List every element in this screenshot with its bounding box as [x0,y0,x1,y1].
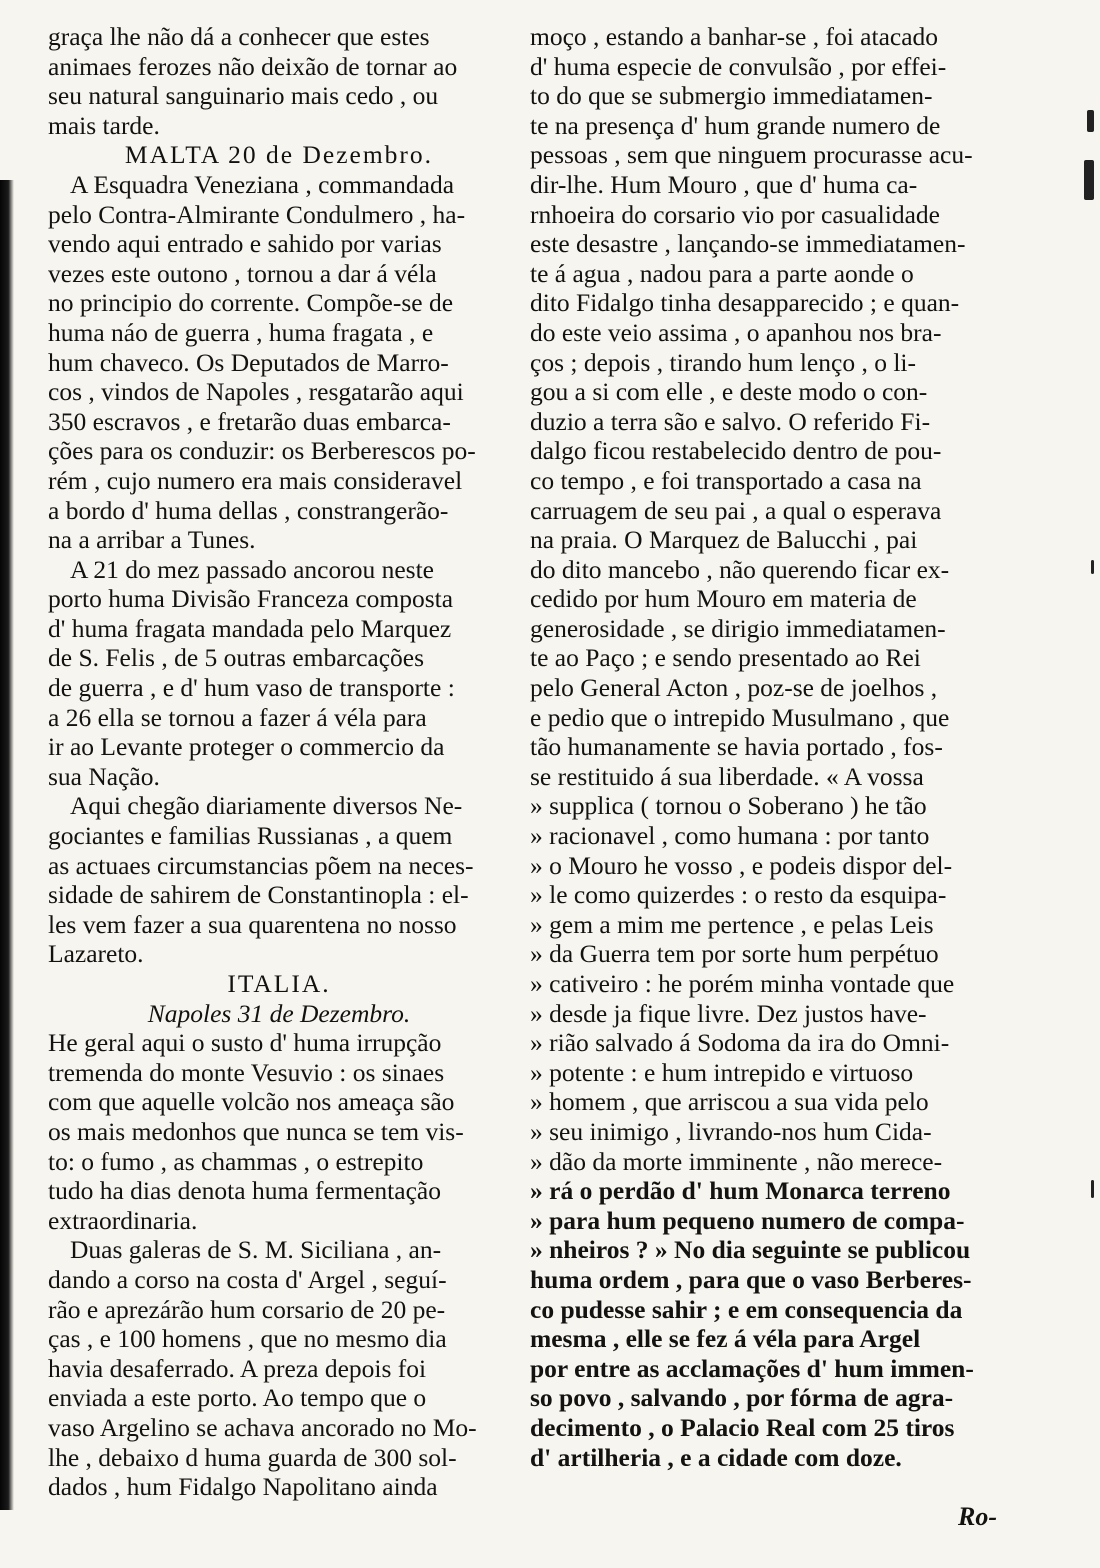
right-column-line: duzio a terra são e salvo. O referido Fi- [530,406,931,436]
right-column-line: huma ordem , para que o vaso Berberes- [530,1264,972,1294]
right-column-line: » o Mouro he vosso , e podeis dispor del- [530,850,953,880]
left-column-line: ções para os conduzir: os Berberescos po- [48,436,476,466]
right-column-line: » racionavel , como humana : por tanto [530,821,930,851]
right-column-line: » supplica ( tornou o Soberano ) he tão [530,791,927,821]
right-column-line: » rá o perdão d' hum Monarca terreno [530,1176,951,1206]
right-column-line: » potente : e hum intrepido e virtuoso [530,1057,914,1087]
left-column-line: enviada a este porto. Ao tempo que o [48,1383,427,1413]
left-column-line: sidade de sahirem de Constantinopla : el- [48,880,469,910]
left-column-line: dados , hum Fidalgo Napolitano ainda [48,1472,438,1502]
right-column-line: co tempo , e foi transportado a casa na [530,465,922,495]
left-column-line: de S. Felis , de 5 outras embarcações [48,643,425,673]
left-column-line: ITALIA. [227,969,331,998]
right-column-line: do este veio assima , o apanhou nos bra- [530,317,942,347]
catchword: Ro- [958,1502,997,1531]
left-column-line: a 26 ella se tornou a fazer á véla para [48,702,427,732]
left-column-line: ir ao Levante proteger o commercio da [48,732,445,762]
right-column-line: ços ; depois , tirando hum lenço , o li- [530,347,916,377]
right-column-line: » gem a mim me pertence , e pelas Leis [530,909,934,939]
left-column-line: tremenda do monte Vesuvio : os sinaes [48,1057,445,1087]
right-column-line: » seu inimigo , livrando-nos hum Cida- [530,1116,932,1146]
right-column-line: pessoas , sem que ninguem procurasse acu- [530,140,973,170]
left-column-line: rém , cujo numero era mais consideravel [48,465,463,495]
left-column-line: no principio do corrente. Compõe-se de [48,288,454,318]
left-column-line: He geral aqui o susto d' huma irrupção [48,1028,442,1058]
left-column-line: vendo aqui entrado e sahido por varias [48,229,442,259]
right-column-line: » para hum pequeno numero de compa- [530,1205,965,1235]
right-column-line: generosidade , se dirigio immediatamen- [530,613,946,643]
right-column-line: te ao Paço ; e sendo presentado ao Rei [530,643,921,673]
left-column-line: seu natural sanguinario mais cedo , ou [48,81,439,111]
left-column-line: gociantes e familias Russianas , a quem [48,821,453,851]
left-column-line: huma náo de guerra , huma fragata , e [48,317,434,347]
left-column-line: MALTA 20 de Dezembro. [124,140,434,170]
left-column-line: na a arribar a Tunes. [48,525,256,555]
left-column-line: A Esquadra Veneziana , commandada [70,169,455,199]
right-column-line: carruagem de seu pai , a qual o esperava [530,495,942,525]
left-column-line: Aqui chegão diariamente diversos Ne- [70,791,463,821]
left-column-line: tudo ha dias denota huma fermentação [48,1176,441,1206]
right-column-line: rnhoeira do corsario vio por casualidade [530,199,940,229]
left-column-line: Napoles 31 de Dezembro. [147,998,411,1028]
right-column-line: » homem , que arriscou a sua vida pelo [530,1087,929,1117]
right-column-line: d' artilheria , e a cidade com doze. [530,1442,902,1472]
left-column-line: com que aquelle volcão nos ameaça são [48,1087,455,1117]
left-column-line: a bordo d' huma dellas , constrangerão- [48,495,449,525]
page-edge-marks [1070,0,1100,1568]
left-column-line: mais tarde. [48,110,160,140]
right-column-line: este desastre , lançando-se immediatamen- [530,229,966,259]
right-column-line: e pedio que o intrepido Musulmano , que [530,702,950,732]
right-column-line: so povo , salvando , por fórma de agra- [530,1383,954,1413]
right-column-line: gou a si com elle , e deste modo o con- [530,377,928,407]
right-column-line: se restituido á sua liberdade. « A vossa [530,761,924,791]
left-column-line: Lazareto. [48,939,144,969]
right-column-line: te á agua , nadou para a parte aonde o [530,258,914,288]
right-column-line: moço , estando a banhar-se , foi atacado [530,22,939,51]
right-column-line: co pudesse sahir ; e em consequencia da [530,1294,963,1324]
right-column-line: pelo General Acton , poz-se de joelhos , [530,673,938,703]
right-column-line: por entre as acclamações d' hum immen- [530,1353,974,1383]
right-column-line: » dão da morte imminente , não merece- [530,1146,943,1176]
right-column-line: » desde ja fique livre. Dez justos have- [530,998,927,1028]
left-column-line: sua Nação. [48,761,160,791]
right-column-line: decimento , o Palacio Real com 25 tiros [530,1412,955,1442]
left-column-line: 350 escravos , e fretarão duas embarca- [48,406,451,436]
left-column-line: animaes ferozes não deixão de tornar ao [48,51,458,81]
right-column-line: do dito mancebo , não querendo ficar ex- [530,554,950,584]
left-column-line: les vem fazer a sua quarentena no nosso [48,909,457,939]
left-column-line: d' huma fragata mandada pelo Marquez [48,613,452,643]
left-column-line: de guerra , e d' hum vaso de transporte : [48,673,455,703]
left-column-line: os mais medonhos que nunca se tem vis- [48,1116,464,1146]
right-column-line: » cativeiro : he porém minha vontade que [530,969,955,998]
right-column-line: dalgo ficou restabelecido dentro de pou- [530,436,942,466]
left-column-line: porto huma Divisão Franceza composta [48,584,454,614]
left-column-line: vaso Argelino se achava ancorado no Mo- [48,1412,477,1442]
right-column-line: dir-lhe. Hum Mouro , que d' huma ca- [530,169,918,199]
left-column-line: to: o fumo , as chammas , o estrepito [48,1146,424,1176]
left-column-line: cos , vindos de Napoles , resgatarão aqui [48,377,464,407]
right-column-line: » da Guerra tem por sorte hum perpétuo [530,939,939,969]
right-column [530,22,998,1472]
right-column-line: d' huma especie de convulsão , por effei- [530,51,947,81]
left-column-line: havia desaferrado. A preza depois foi [48,1353,427,1383]
left-column-line: hum chaveco. Os Deputados de Marro- [48,347,449,377]
right-column-line: to do que se submergio immediatamen- [530,81,933,111]
left-column-line: A 21 do mez passado ancorou neste [70,554,434,584]
left-column-line: rão e aprezárão hum corsario de 20 pe- [48,1294,446,1324]
left-column-line: extraordinaria. [48,1205,198,1235]
left-column-line: vezes este outono , tornou a dar á véla [48,258,437,288]
right-column-line: tão humanamente se havia portado , fos- [530,732,943,762]
left-column-line: pelo Contra-Almirante Condulmero , ha- [48,199,466,229]
left-column [48,22,510,1502]
right-column-line: » le como quizerdes : o resto da esquipa- [530,880,947,910]
right-column-line: » rião salvado á Sodoma da ira do Omni- [530,1028,950,1058]
right-column-line: te na presença d' hum grande numero de [530,110,941,140]
right-column-line: na praia. O Marquez de Balucchi , pai [530,525,918,555]
right-column-line: cedido por hum Mouro em materia de [530,584,917,614]
left-column-line: dando a corso na costa d' Argel , seguí- [48,1264,447,1294]
left-column-line: graça lhe não dá a conhecer que estes [48,22,430,51]
binding-shadow [0,180,14,1510]
right-column-line: mesma , elle se fez á véla para Argel [530,1324,921,1354]
right-column-line: » nheiros ? » No dia seguinte se publicou [530,1235,971,1265]
left-column-line: Duas galeras de S. M. Siciliana , an- [70,1235,442,1265]
left-column-line: ças , e 100 homens , que no mesmo dia [48,1324,447,1354]
left-column-line: lhe , debaixo d huma guarda de 300 sol- [48,1442,457,1472]
left-column-line: as actuaes circumstancias põem na neces- [48,850,474,880]
right-column-line: dito Fidalgo tinha desapparecido ; e quan- [530,288,960,318]
